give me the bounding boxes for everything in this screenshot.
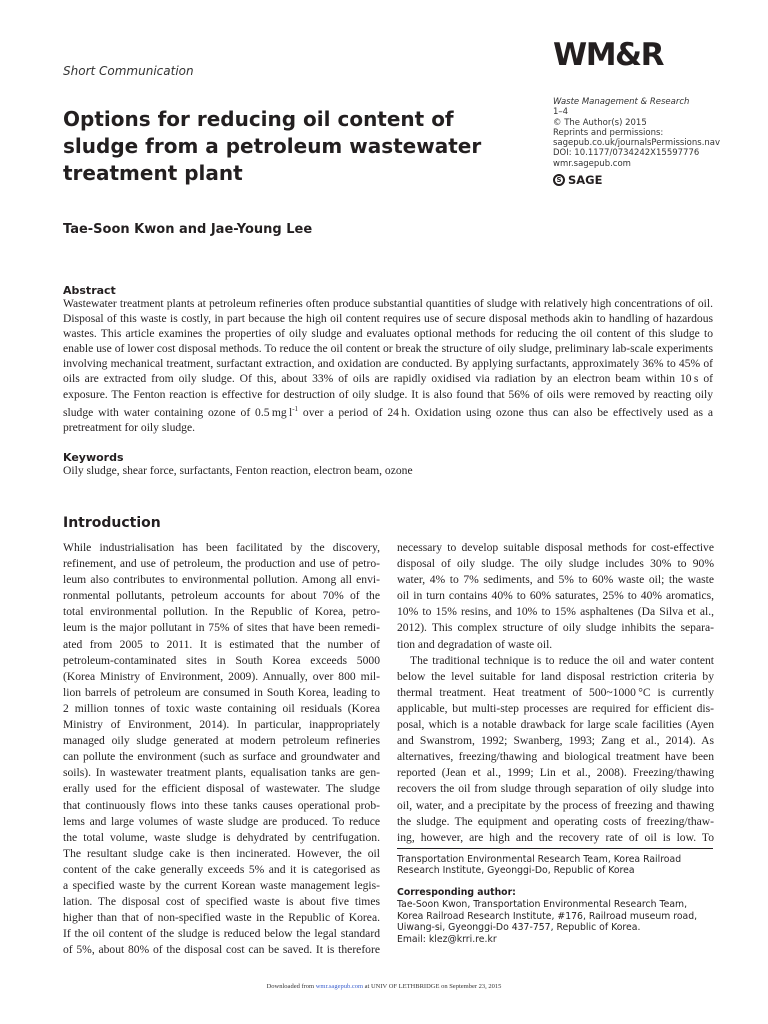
body-text-line: water, 4% to 7% sediments, and 5% to 60% waste oil; the waste — [397, 573, 714, 587]
body-text-line: ronmental pollutants, petroleum accounts for about 70% of the — [63, 589, 380, 603]
download-footer — [0, 983, 768, 990]
sage-icon: S — [553, 174, 565, 186]
publisher-logo — [553, 173, 602, 187]
footer-link[interactable]: wmr.sagepub.com — [315, 983, 364, 990]
body-text-line: recovers the oil from sludge through separation of oily sludge into — [397, 782, 714, 796]
body-column-left — [63, 540, 380, 958]
footer-prefix: Downloaded from — [266, 983, 316, 990]
body-text-line: content of the cake generally exceeds 5% and it is categorised as — [63, 862, 380, 876]
journal-url[interactable]: wmr.sagepub.com — [553, 158, 631, 169]
body-text-line: applicable, but multi-step processes are required for efficient dis- — [397, 701, 714, 715]
body-text-line: oil in turn contains 40% to 60% saturates, 25% to 40% aromatics, — [397, 589, 714, 603]
keywords-heading: Keywords — [63, 451, 124, 464]
affiliation — [397, 854, 717, 877]
body-text-line: alternatives, freezing/thawing and biological treatment have been — [397, 750, 714, 764]
body-text-line: lation. The disposal cost of specified waste is about five times — [63, 895, 380, 909]
body-column-right — [397, 540, 714, 846]
abstract-sup: -1 — [292, 404, 299, 413]
footnote-divider — [397, 848, 713, 849]
body-text-line: necessary to develop suitable disposal methods for cost-effective — [397, 541, 714, 554]
corresponding-line: Uiwang-si, Gyeonggi-Do 437-757, Republic of Korea. — [397, 922, 641, 933]
body-text-line: soils). In wastewater treatment plants, equalisation tanks are gen- — [63, 766, 380, 780]
abstract-body — [63, 296, 713, 435]
body-text-line: leum also contributes to environmental pollution. Among all envi- — [63, 573, 380, 587]
body-text-line: lems and large volumes of waste sludge are produced. To reduce — [63, 814, 380, 828]
page-range: 1–4 — [553, 107, 569, 118]
body-text-line: of 5%, about 80% of the disposal cost can be saved. It is therefore — [63, 943, 380, 957]
reprints-link[interactable]: sagepub.co.uk/journalsPermissions.nav — [553, 138, 721, 149]
body-text-line: the sludge. The equipment and operating costs of freezing/thaw- — [397, 814, 714, 828]
body-text-line: ated from 2005 to 2011. It is estimated that the number of — [63, 637, 380, 651]
body-text-line: can pollute the environment (such as surface and groundwater and — [63, 750, 380, 764]
reprints-label: Reprints and permissions: — [553, 127, 664, 138]
body-text-line: refinement, and use of petroleum, the production and use of petro- — [63, 557, 380, 571]
body-text-line: lion barrels of petroleum are consumed in South Korea, leading to — [63, 685, 380, 699]
body-text-line: disposal of oily sludge. The oily sludge includes 30% to 90% — [397, 557, 714, 571]
journal-name: Waste Management & Research — [553, 97, 690, 107]
corresponding-line: Korea Railroad Research Institute, #176, Railroad museum road, — [397, 910, 698, 922]
doi[interactable]: DOI: 10.1177/0734242X15597776 — [553, 148, 700, 159]
journal-logo: WM&R — [553, 37, 663, 73]
abstract-text-2: over a period of 24 h. Oxidation using ozone thus can also be effectively used as a pretreatment for oily sludge. — [63, 405, 714, 434]
abstract-text-1: Wastewater treatment plants at petroleum refineries often produce substantial quantities of sludge with relatively high concentrations of oil. Disposal of this waste is costly, in part because the high oil content requires use of secure disposal methods akin to handling of hazardous wastes. This article examines the properties of oily sludge and evaluates optional methods for reducing the oil content of this sludge to enable use of lower cost disposal methods. To reduce the oil content or break the structure of oily sludge, preliminary lab-scale experiments involving mechanical treatment, surfactant extraction, and oxidation are conducted. By applying surfactants, approximately 36% to 45% of oils are extracted from oily sludge. Of this, about 33% of oils are rapidly oxidised via radiation by an electron beam within 10 s of exposure. The Fenton reaction is effective for destruction of oily sludge. It is also found that 56% of oils were removed by reacting oily sludge with water containing ozone of 0.5 mg l — [63, 297, 713, 419]
body-text-line: leum is the major pollutant in 75% of sites that have been remedi- — [63, 621, 380, 635]
body-text-line: Ministry of Environment, 2014). In particular, inappropriately — [63, 718, 380, 732]
affiliation-line: Research Institute, Gyeonggi-Do, Republic of Korea — [397, 865, 635, 877]
corresponding-heading: Corresponding author: — [397, 887, 516, 898]
body-text-line: posal, which is a notable drawback for large scale facilities (Ayen — [397, 718, 714, 732]
section-type: Short Communication — [63, 64, 194, 78]
body-text-line: higher than that of non-specified waste in the Republic of Korea. — [63, 911, 380, 925]
copyright: © The Author(s) 2015 — [553, 117, 647, 128]
journal-meta — [553, 97, 758, 169]
corresponding-line: Email: klez@krri.re.kr — [397, 933, 497, 945]
body-text-line: thermal treatment. Heat treatment of 500~1000 °C is currently — [397, 685, 714, 699]
affiliation-line: Transportation Environmental Research Team, Korea Railroad — [397, 854, 682, 865]
body-text-line: and Swanstrom, 1992; Swanberg, 1993; Zang et al., 2014). As — [397, 734, 714, 748]
body-text-line: 2 million tonnes of toxic waste containing oil residuals (Korea — [63, 701, 380, 715]
body-text-line: While industrialisation has been facilitated by the discovery, — [63, 541, 380, 554]
body-text-line: 10% to 15% resins, and 10% to 15% asphaltenes (Da Silva et al., — [397, 605, 714, 619]
corresponding-line: Tae-Soon Kwon, Transportation Environmental Research Team, — [397, 899, 688, 910]
introduction-heading: Introduction — [63, 515, 161, 531]
body-text-line: ing, however, are high and the recovery rate of oil is low. To — [397, 830, 714, 844]
body-text-line: below the level suitable for land disposal restriction criteria by — [397, 669, 714, 683]
footer-suffix: at UNIV OF LETHBRIDGE on September 23, 2015 — [363, 983, 502, 990]
body-text-line: petroleum-contaminated sites in South Korea exceeds 5000 — [63, 653, 380, 667]
body-text-line: The traditional technique is to reduce the oil and water content — [410, 653, 714, 667]
article-title: Options for reducing oil content of sludge from a petroleum wastewater treatment plant — [63, 107, 482, 185]
body-text-line: a specified waste by the current Korean waste management legis- — [63, 878, 380, 892]
body-text-line: the total volume, waste sludge is dehydrated by centrifugation. — [63, 830, 380, 844]
publisher-name: SAGE — [568, 173, 603, 187]
corresponding-details — [397, 899, 717, 945]
body-text-line: erally used for the efficient disposal of wastewater. The sludge — [63, 782, 380, 796]
body-text-line: (Korea Ministry of Environment, 2009). Annually, over 800 mil- — [63, 669, 380, 683]
keywords-list: Oily sludge, shear force, surfactants, Fenton reaction, electron beam, ozone — [63, 464, 413, 477]
body-text-line: that continuously flows into these tanks causes operational prob- — [63, 798, 380, 812]
body-text-line: 2012). This complex structure of oily sludge inhibits the separa- — [397, 621, 714, 635]
body-text-line: If the oil content of the sludge is reduced below the legal standard — [63, 927, 380, 941]
body-text-line: total environmental pollution. In the Republic of Korea, petro- — [63, 605, 380, 619]
abstract-heading: Abstract — [63, 284, 116, 297]
body-text-line: The resultant sludge cake is then incinerated. However, the oil — [63, 846, 380, 860]
body-text-line: reported (Jean et al., 1999; Lin et al., 2008). Freezing/thawing — [397, 766, 714, 780]
article-authors: Tae-Soon Kwon and Jae-Young Lee — [63, 222, 313, 237]
body-text-line: oil, water, and a precipitate by the process of freezing and thawing — [397, 798, 714, 812]
body-text-line: managed oily sludge generated at modern petroleum refineries — [63, 734, 380, 748]
body-text-line: tion and degradation of waste oil. — [397, 637, 553, 651]
